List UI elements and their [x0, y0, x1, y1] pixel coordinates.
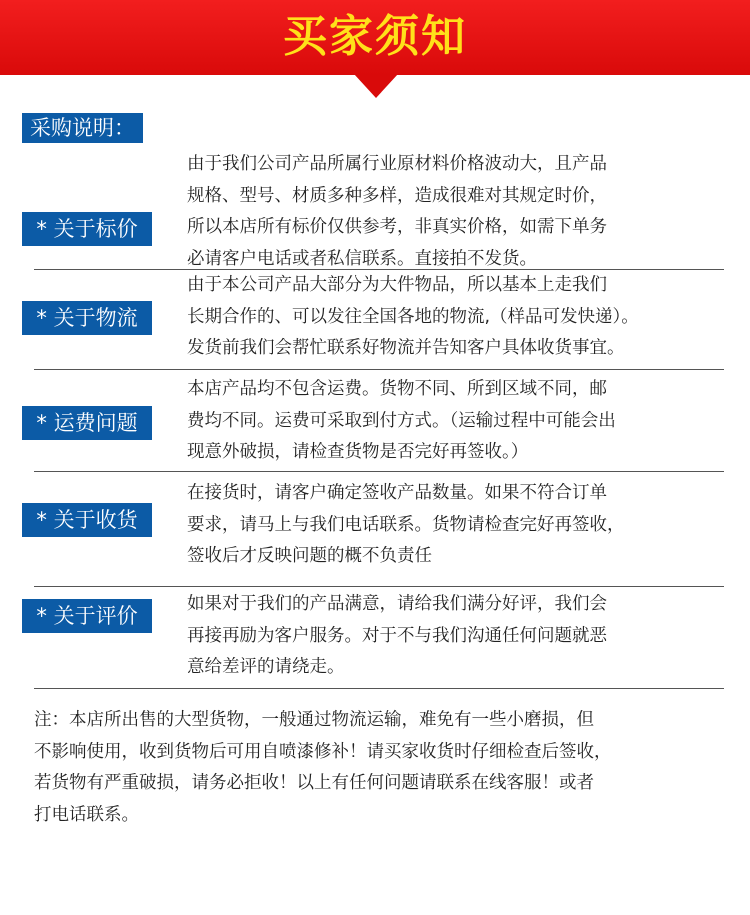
desc-logistics — [187, 270, 727, 365]
tag-reviews: * 关于评价 — [22, 599, 152, 633]
desc-line: 所以本店所有标价仅供参考，非真实价格，如需下单务 — [187, 217, 607, 237]
desc-line: 要求，请马上与我们电话联系。货物请检查完好再签收， — [187, 514, 625, 535]
note-line: 打电话联系。 — [34, 804, 139, 825]
desc-line: 再接再励为客户服务。对于不与我们沟通任何问题就恶 — [187, 625, 607, 646]
desc-line: 在接货时，请客户确定签收产品数量。如果不符合订单 — [187, 483, 607, 503]
note-line: 不影响使用，收到货物后可用自喷漆修补！请买家收货时仔细检查后签收， — [34, 741, 612, 762]
tag-logistics: * 关于物流 — [22, 301, 152, 335]
desc-line: 规格、型号、材质多种多样，造成很难对其规定时价， — [187, 185, 607, 206]
desc-line: 长期合作的、可以发往全国各地的物流,（样品可发快递）。 — [187, 306, 639, 327]
desc-line: 费均不同。运费可采取到付方式。（运输过程中可能会出 — [187, 410, 616, 431]
tag-pricing: * 关于标价 — [22, 212, 152, 246]
tag-shipping-fee: * 运费问题 — [22, 406, 152, 440]
section-label: 采购说明： — [22, 113, 143, 143]
tag-receiving: * 关于收货 — [22, 503, 152, 537]
desc-line: 由于本公司产品大部分为大件物品，所以基本上走我们 — [187, 275, 607, 295]
divider — [34, 688, 724, 689]
divider — [34, 471, 724, 472]
desc-receiving — [187, 478, 727, 573]
desc-line: 由于我们公司产品所属行业原材料价格波动大，且产品 — [187, 154, 607, 174]
desc-line: 发货前我们会帮忙联系好物流并告知客户具体收货事宜。 — [187, 338, 625, 358]
desc-shipping-fee — [187, 374, 727, 469]
footer-note — [34, 705, 734, 831]
note-line: 注：本店所出售的大型货物，一般通过物流运输，难免有一些小磨损，但 — [34, 710, 594, 730]
desc-line: 现意外破损，请检查货物是否完好再签收。） — [187, 442, 529, 462]
desc-pricing — [187, 149, 727, 275]
banner-pointer — [354, 74, 398, 98]
desc-reviews — [187, 589, 727, 684]
desc-line: 必请客户电话或者私信联系。直接拍不发货。 — [187, 248, 537, 269]
divider — [34, 369, 724, 370]
desc-line: 签收后才反映问题的概不负责任 — [187, 546, 432, 566]
page-title: 买家须知 — [283, 11, 467, 62]
divider — [34, 586, 724, 587]
desc-line: 本店产品均不包含运费。货物不同、所到区域不同，邮 — [187, 379, 607, 399]
note-line: 若货物有严重破损，请务必拒收！以上有任何问题请联系在线客服！或者 — [34, 773, 594, 793]
desc-line: 意给差评的请绕走。 — [187, 657, 345, 677]
desc-line: 如果对于我们的产品满意，请给我们满分好评，我们会 — [187, 594, 607, 614]
